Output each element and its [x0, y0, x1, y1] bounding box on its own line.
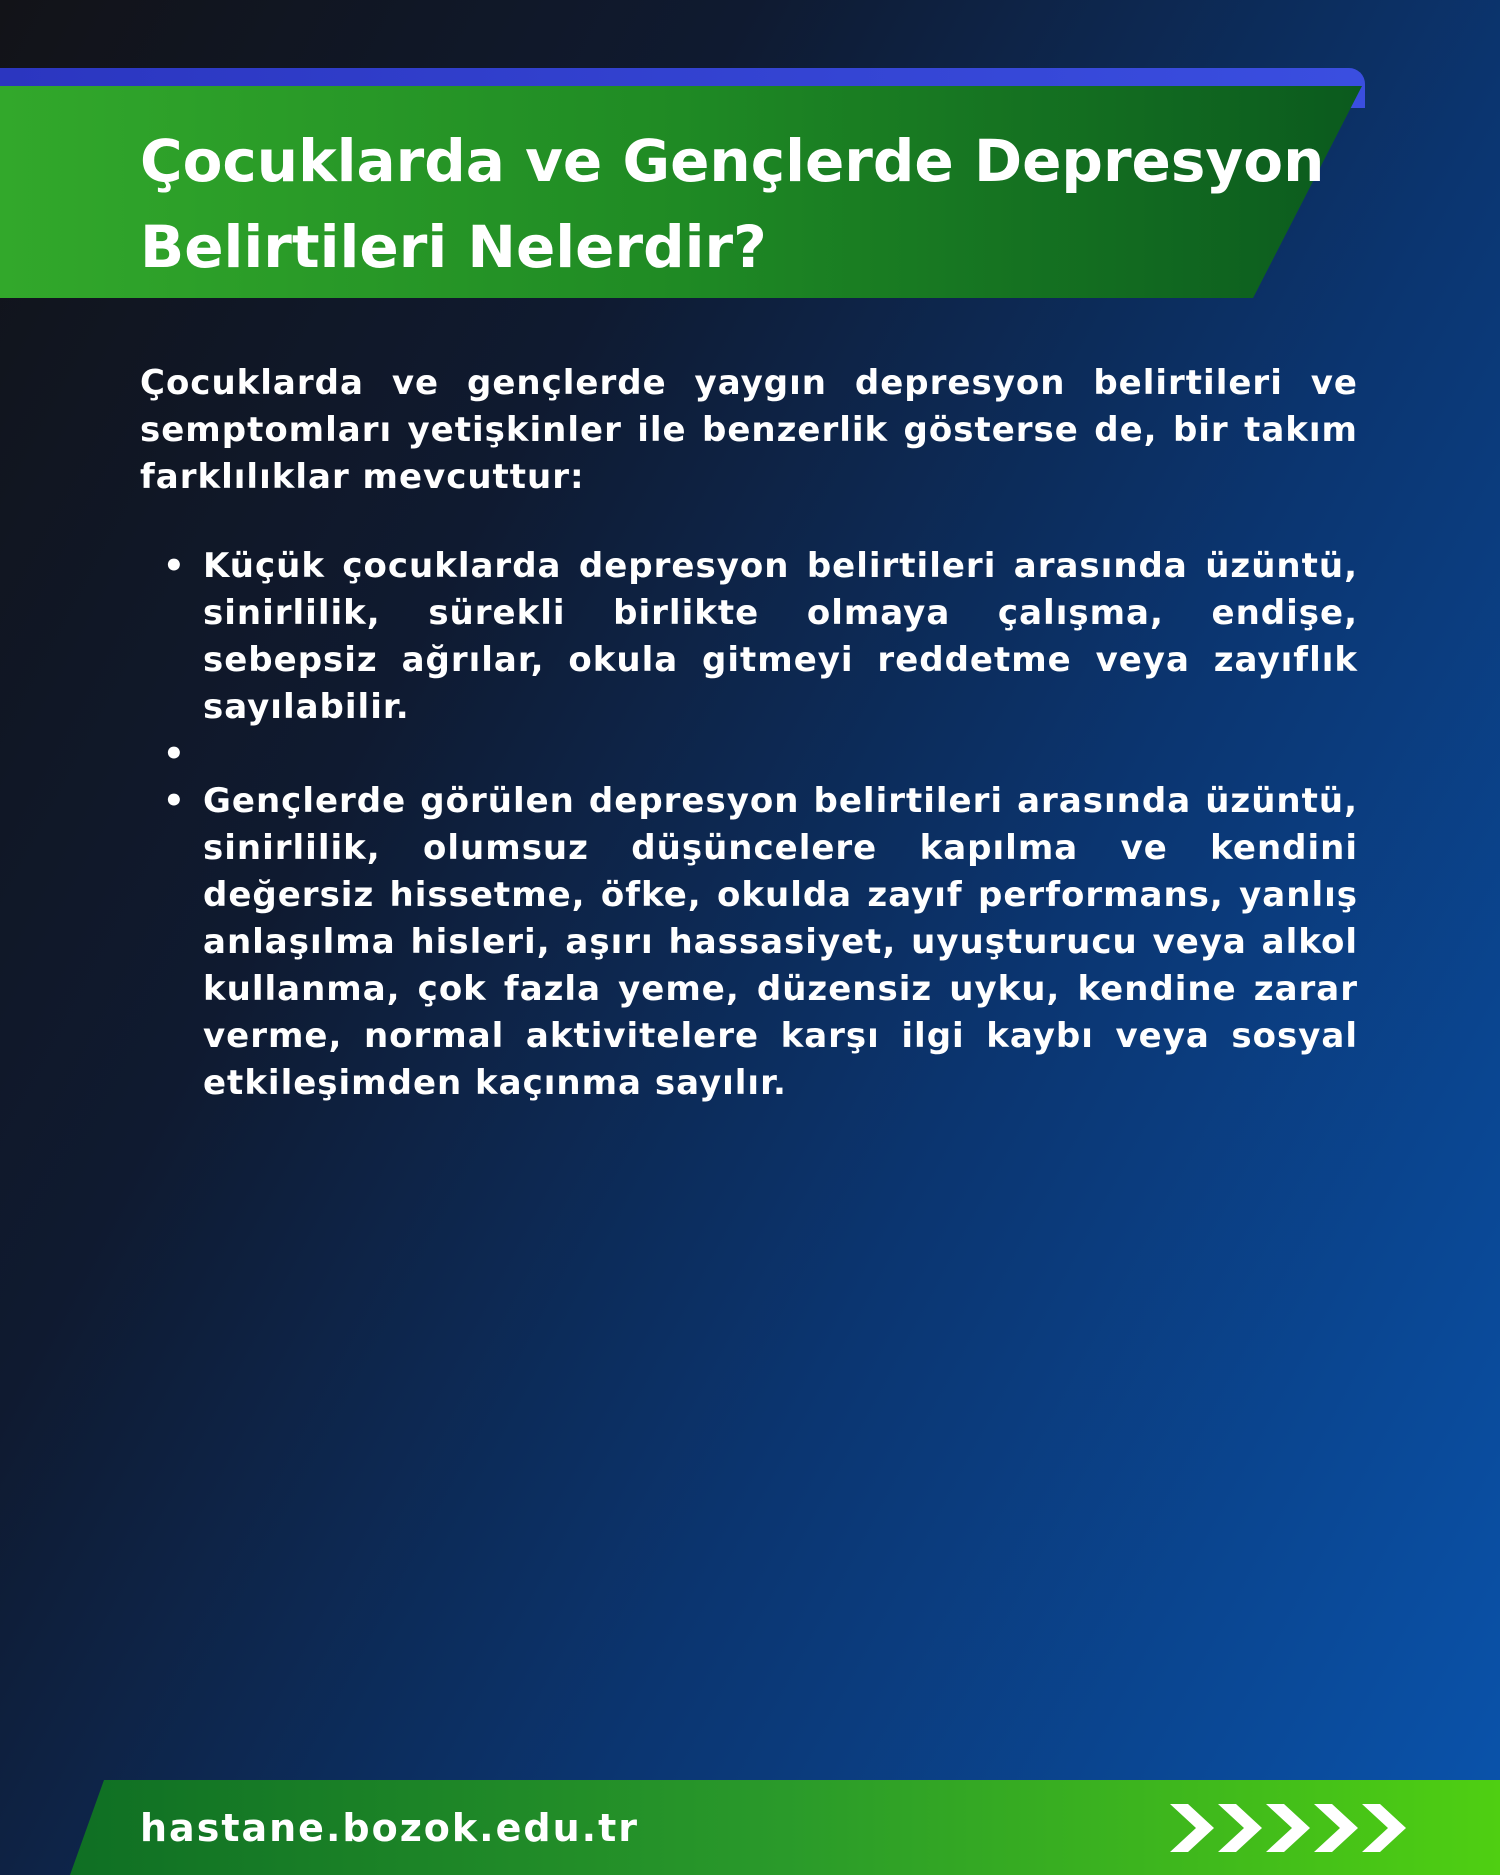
list-item	[203, 731, 1358, 778]
page-title: Çocuklarda ve Gençlerde Depresyon Belirtileri Nelerdir?	[140, 127, 1325, 281]
main-content	[140, 360, 1358, 1107]
list-item: • Küçük çocuklarda depresyon belirtileri arasında üzüntü, sinirlilik, sürekli birlikte olmaya çalışma, endişe, sebepsiz ağrılar, okula gitmeyi reddetme veya zayıflık sayılabilir.	[203, 543, 1358, 731]
list-item: • Gençlerde görülen depresyon belirtileri arasında üzüntü, sinirlilik, olumsuz düşüncelere kapılma ve kendini değersiz hissetme, öfke, okulda zayıf performans, yanlış anlaşılma hisleri, aşırı hassasiyet, uyuşturucu veya alkol kullanma, çok fazla yeme, düzensiz uyku, kendine zarar verme, normal aktivitelere karşı ilgi kaybı veya sosyal etkileşimden kaçınma sayılır.	[203, 778, 1358, 1107]
footer-url[interactable]: hastane.bozok.edu.tr	[140, 1806, 639, 1850]
chevrons-right-icon	[1170, 1800, 1406, 1856]
intro-paragraph: Çocuklarda ve gençlerde yaygın depresyon belirtileri ve semptomları yetişkinler ile benzerlik gösterse de, bir takım farklılıklar mevcuttur:	[140, 363, 1358, 497]
symptom-list	[140, 543, 1358, 1107]
